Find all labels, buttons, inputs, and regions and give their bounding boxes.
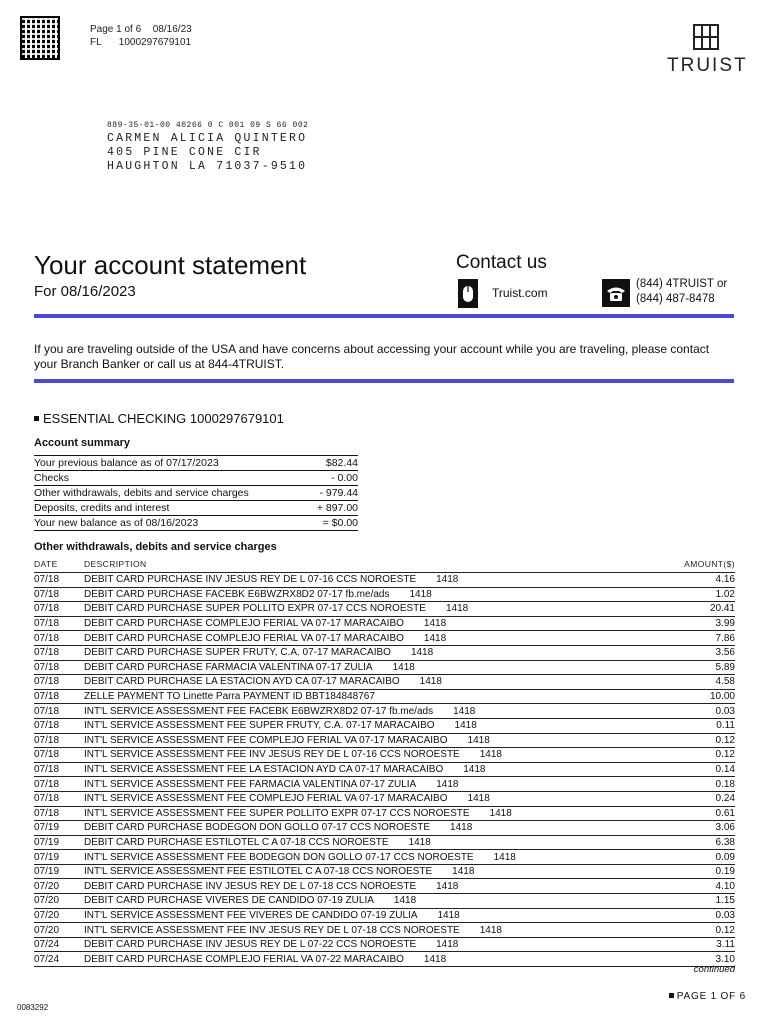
transaction-date: 07/18	[34, 704, 84, 719]
transaction-amount: 0.12	[699, 733, 735, 748]
transaction-date: 07/18	[34, 689, 84, 704]
transaction-description: DEBIT CARD PURCHASE INV JESUS REY DE L 07-18 CCS NOROESTE	[84, 880, 417, 892]
transaction-date: 07/18	[34, 748, 84, 763]
transaction-description-cell	[84, 864, 699, 879]
transaction-card: 1418	[423, 953, 447, 965]
brand-name: TRUIST	[667, 55, 748, 76]
transaction-row	[34, 748, 735, 763]
transaction-amount: 0.03	[699, 908, 735, 923]
summary-label: Other withdrawals, debits and service charges	[34, 486, 306, 501]
transaction-card: 1418	[453, 705, 476, 717]
transaction-card: 1418	[436, 574, 459, 586]
summary-row	[34, 456, 358, 471]
transaction-description-cell	[84, 806, 699, 821]
header-state: FL	[90, 37, 102, 48]
transaction-date: 07/18	[34, 645, 84, 660]
page-info	[90, 23, 192, 49]
transaction-amount: 0.12	[699, 923, 735, 938]
phone-numbers	[636, 277, 727, 307]
transaction-row	[34, 923, 735, 938]
mouse-icon	[458, 279, 478, 308]
phone-line-1: (844) 4TRUIST or	[636, 278, 728, 290]
transaction-row	[34, 573, 735, 588]
bullet-square-icon	[669, 993, 674, 998]
transaction-card: 1418	[489, 807, 512, 819]
transaction-card: 1418	[467, 793, 490, 805]
transaction-card: 1418	[393, 895, 417, 907]
transaction-card: 1418	[423, 632, 447, 644]
qr-code	[22, 18, 58, 58]
transaction-card: 1418	[493, 851, 516, 863]
header-date: 08/16/23	[152, 24, 192, 35]
page-footer	[669, 991, 746, 1002]
transaction-description-cell	[84, 952, 699, 967]
transaction-card: 1418	[436, 939, 459, 951]
transaction-date: 07/18	[34, 806, 84, 821]
transaction-amount: 3.56	[699, 645, 735, 660]
transaction-description-cell	[84, 689, 699, 704]
transaction-description: INT'L SERVICE ASSESSMENT FEE LA ESTACION AYD CA 07-17 MARACAIBO	[84, 764, 444, 776]
transaction-card: 1418	[419, 676, 442, 688]
transaction-description-cell	[84, 777, 699, 792]
transaction-card: 1418	[479, 924, 502, 936]
transaction-row	[34, 806, 735, 821]
transaction-description: INT'L SERVICE ASSESSMENT FEE ESTILOTEL C A 07-18 CCS NOROESTE	[84, 866, 433, 878]
summary-row	[34, 516, 358, 531]
summary-row	[34, 471, 358, 486]
bullet-square-icon	[34, 416, 39, 421]
transaction-row	[34, 587, 735, 602]
transaction-description: DEBIT CARD PURCHASE FACEBK E6BWZRX8D2 07-17 fb.me/ads	[84, 588, 390, 600]
header-account-ref: 1000297679101	[118, 37, 192, 48]
transaction-description: INT'L SERVICE ASSESSMENT FEE FARMACIA VALENTINA 07-17 ZULIA	[84, 778, 417, 790]
transaction-amount: 20.41	[699, 602, 735, 617]
transaction-row	[34, 952, 735, 967]
statement-date: For 08/16/2023	[34, 283, 136, 300]
contact-title: Contact us	[456, 252, 547, 273]
transaction-description-cell	[84, 631, 699, 646]
divider-bar	[34, 379, 734, 383]
transaction-description-cell	[84, 908, 699, 923]
transaction-card: 1418	[463, 764, 486, 776]
transaction-card: 1418	[436, 778, 459, 790]
transaction-description-cell	[84, 923, 699, 938]
transaction-date: 07/18	[34, 602, 84, 617]
transaction-date: 07/18	[34, 631, 84, 646]
account-name: ESSENTIAL CHECKING 1000297679101	[43, 411, 284, 426]
transaction-row	[34, 631, 735, 646]
transaction-amount: 3.10	[699, 952, 735, 967]
transaction-description-cell	[84, 587, 699, 602]
transaction-amount: 5.89	[699, 660, 735, 675]
transaction-amount: 6.38	[699, 835, 735, 850]
transaction-description: DEBIT CARD PURCHASE ESTILOTEL C A 07-18 CCS NOROESTE	[84, 836, 389, 848]
transaction-amount: 0.12	[699, 748, 735, 763]
divider-bar	[34, 314, 734, 318]
address-code: 889-35-01-00 40266 0 C 001 09 S 66 002	[107, 121, 309, 130]
transaction-description-cell	[84, 791, 699, 806]
summary-label: Checks	[34, 471, 306, 486]
transaction-card: 1418	[445, 603, 469, 615]
transaction-date: 07/18	[34, 762, 84, 777]
transaction-description-cell	[84, 821, 699, 836]
transaction-date: 07/20	[34, 908, 84, 923]
truist-logo-icon	[693, 24, 719, 50]
summary-label: Deposits, credits and interest	[34, 501, 306, 516]
transaction-amount: 4.58	[699, 675, 735, 690]
phone-icon	[602, 279, 630, 307]
transaction-description-cell	[84, 704, 699, 719]
transaction-description-cell	[84, 573, 699, 588]
transaction-description: DEBIT CARD PURCHASE COMPLEJO FERIAL VA 07-17 MARACAIBO	[84, 632, 404, 644]
transaction-row	[34, 689, 735, 704]
transaction-row	[34, 762, 735, 777]
transaction-description: DEBIT CARD PURCHASE LA ESTACION AYD CA 07-17 MARACAIBO	[84, 676, 400, 688]
summary-value: = $0.00	[306, 516, 358, 531]
transaction-description-cell	[84, 879, 699, 894]
travel-notice: If you are traveling outside of the USA and have concerns about accessing your account while you are traveling, please contact your Branch Banker or call us at 844-4TRUIST.	[34, 342, 710, 371]
transaction-date: 07/19	[34, 821, 84, 836]
transaction-amount: 3.11	[699, 937, 735, 952]
transaction-card: 1418	[409, 588, 432, 600]
summary-label: Your previous balance as of 07/17/2023	[34, 456, 306, 471]
transaction-amount: 0.19	[699, 864, 735, 879]
account-heading	[34, 411, 284, 426]
address-line: 405 PINE CONE CIR	[107, 146, 262, 159]
transaction-description: INT'L SERVICE ASSESSMENT FEE SUPER FRUTY, C.A. 07-17 MARACAIBO	[84, 720, 435, 732]
transaction-description: DEBIT CARD PURCHASE INV JESUS REY DE L 07-16 CCS NOROESTE	[84, 574, 417, 586]
footer-page: PAGE 1 OF 6	[676, 991, 746, 1002]
transaction-description: DEBIT CARD PURCHASE COMPLEJO FERIAL VA 07-22 MARACAIBO	[84, 953, 404, 965]
transaction-card: 1418	[392, 661, 415, 673]
transaction-row	[34, 602, 735, 617]
transaction-description: DEBIT CARD PURCHASE FARMACIA VALENTINA 07-17 ZULIA	[84, 661, 373, 673]
transaction-description-cell	[84, 733, 699, 748]
phone-line-2: (844) 487-8478	[636, 293, 715, 305]
transaction-description: DEBIT CARD PURCHASE SUPER FRUTY, C.A. 07-17 MARACAIBO	[84, 647, 391, 659]
transaction-date: 07/18	[34, 660, 84, 675]
transaction-amount: 0.24	[699, 791, 735, 806]
col-amount-header: AMOUNT($)	[684, 559, 735, 569]
transaction-card: 1418	[452, 866, 475, 878]
transaction-date: 07/18	[34, 675, 84, 690]
address-line: CARMEN ALICIA QUINTERO	[107, 132, 308, 145]
transaction-date: 07/18	[34, 616, 84, 631]
transaction-row	[34, 821, 735, 836]
transaction-row	[34, 864, 735, 879]
transaction-description-cell	[84, 762, 699, 777]
transaction-description-cell	[84, 675, 699, 690]
truist-logo	[667, 24, 748, 77]
website-link[interactable]: Truist.com	[492, 286, 548, 300]
mailing-address	[107, 121, 308, 174]
statement-title: Your account statement	[34, 250, 307, 280]
transaction-description: INT'L SERVICE ASSESSMENT FEE INV JESUS REY DE L 07-16 CCS NOROESTE	[84, 749, 460, 761]
transaction-description: DEBIT CARD PURCHASE SUPER POLLITO EXPR 07-17 CCS NOROESTE	[84, 603, 426, 615]
transaction-row	[34, 894, 735, 909]
transaction-card: 1418	[436, 880, 459, 892]
transaction-amount: 4.10	[699, 879, 735, 894]
transaction-date: 07/18	[34, 573, 84, 588]
transaction-amount: 0.09	[699, 850, 735, 865]
summary-value: $82.44	[306, 456, 358, 471]
transaction-row	[34, 937, 735, 952]
summary-row	[34, 501, 358, 516]
transaction-description-cell	[84, 894, 699, 909]
transaction-card: 1418	[450, 822, 473, 834]
transaction-card: 1418	[437, 909, 460, 921]
transaction-date: 07/20	[34, 894, 84, 909]
summary-label: Your new balance as of 08/16/2023	[34, 516, 306, 531]
transaction-card: 1418	[467, 734, 490, 746]
transaction-date: 07/18	[34, 733, 84, 748]
transaction-card: 1418	[410, 647, 434, 659]
transaction-row	[34, 616, 735, 631]
withdrawals-title: Other withdrawals, debits and service charges	[34, 541, 277, 553]
transaction-card: 1418	[408, 836, 431, 848]
transaction-date: 07/19	[34, 850, 84, 865]
transaction-description: INT'L SERVICE ASSESSMENT FEE SUPER POLLITO EXPR 07-17 CCS NOROESTE	[84, 807, 470, 819]
col-description-header: DESCRIPTION	[84, 559, 147, 569]
page-label: Page 1 of 6	[90, 24, 142, 35]
transaction-amount: 1.15	[699, 894, 735, 909]
transaction-description: INT'L SERVICE ASSESSMENT FEE COMPLEJO FERIAL VA 07-17 MARACAIBO	[84, 734, 448, 746]
transaction-date: 07/20	[34, 879, 84, 894]
transaction-row	[34, 777, 735, 792]
transaction-description: INT'L SERVICE ASSESSMENT FEE FACEBK E6BWZRX8D2 07-17 fb.me/ads	[84, 705, 434, 717]
transaction-description: DEBIT CARD PURCHASE INV JESUS REY DE L 07-22 CCS NOROESTE	[84, 939, 417, 951]
transaction-amount: 10.00	[699, 689, 735, 704]
transaction-row	[34, 660, 735, 675]
transaction-row	[34, 791, 735, 806]
transaction-description: DEBIT CARD PURCHASE BODEGON DON GOLLO 07-17 CCS NOROESTE	[84, 822, 431, 834]
transaction-date: 07/18	[34, 718, 84, 733]
document-code: 0083292	[17, 1003, 49, 1012]
summary-value: - 979.44	[306, 486, 358, 501]
transaction-description: DEBIT CARD PURCHASE COMPLEJO FERIAL VA 07-17 MARACAIBO	[84, 618, 404, 630]
transaction-date: 07/24	[34, 952, 84, 967]
transaction-row	[34, 908, 735, 923]
transaction-amount: 4.16	[699, 573, 735, 588]
transaction-amount: 0.14	[699, 762, 735, 777]
col-date-header: DATE	[34, 559, 58, 569]
transaction-date: 07/20	[34, 923, 84, 938]
transaction-date: 07/19	[34, 835, 84, 850]
transaction-row	[34, 675, 735, 690]
transaction-description-cell	[84, 602, 699, 617]
transaction-description-cell	[84, 937, 699, 952]
transaction-description-cell	[84, 850, 699, 865]
summary-title: Account summary	[34, 437, 130, 449]
transaction-amount: 7.86	[699, 631, 735, 646]
transaction-date: 07/19	[34, 864, 84, 879]
transaction-amount: 0.61	[699, 806, 735, 821]
transaction-description: INT'L SERVICE ASSESSMENT FEE BODEGON DON GOLLO 07-17 CCS NOROESTE	[84, 851, 474, 863]
transaction-date: 07/18	[34, 777, 84, 792]
transaction-card: 1418	[454, 720, 477, 732]
transaction-date: 07/18	[34, 587, 84, 602]
transaction-description: DEBIT CARD PURCHASE VIVERES DE CANDIDO 07-19 ZULIA	[84, 895, 374, 907]
transaction-row	[34, 718, 735, 733]
transaction-row	[34, 645, 735, 660]
transaction-description: INT'L SERVICE ASSESSMENT FEE VIVERES DE CANDIDO 07-19 ZULIA	[84, 909, 418, 921]
transaction-amount: 0.18	[699, 777, 735, 792]
transaction-amount: 0.03	[699, 704, 735, 719]
transaction-description: INT'L SERVICE ASSESSMENT FEE COMPLEJO FERIAL VA 07-17 MARACAIBO	[84, 793, 448, 805]
transaction-row	[34, 835, 735, 850]
continued-label: continued	[693, 964, 735, 975]
summary-value: - 0.00	[306, 471, 358, 486]
transaction-card: 1418	[479, 749, 502, 761]
transaction-description: ZELLE PAYMENT TO Linette Parra PAYMENT ID BBT184848767	[84, 691, 375, 703]
transaction-amount: 3.99	[699, 616, 735, 631]
transaction-description-cell	[84, 645, 699, 660]
transaction-row	[34, 733, 735, 748]
transaction-row	[34, 879, 735, 894]
transaction-card: 1418	[423, 618, 447, 630]
transaction-description-cell	[84, 748, 699, 763]
account-summary-table	[34, 455, 358, 531]
transactions-table	[34, 572, 735, 967]
transaction-description-cell	[84, 616, 699, 631]
transaction-description-cell	[84, 718, 699, 733]
transaction-amount: 1.02	[699, 587, 735, 602]
transaction-description: INT'L SERVICE ASSESSMENT FEE INV JESUS REY DE L 07-18 CCS NOROESTE	[84, 924, 460, 936]
transaction-amount: 3.06	[699, 821, 735, 836]
transaction-row	[34, 850, 735, 865]
transaction-date: 07/18	[34, 791, 84, 806]
transaction-amount: 0.11	[699, 718, 735, 733]
transaction-row	[34, 704, 735, 719]
address-line: HAUGHTON LA 71037-9510	[107, 160, 308, 173]
transaction-description-cell	[84, 835, 699, 850]
transaction-description-cell	[84, 660, 699, 675]
transaction-date: 07/24	[34, 937, 84, 952]
summary-value: + 897.00	[306, 501, 358, 516]
summary-row	[34, 486, 358, 501]
